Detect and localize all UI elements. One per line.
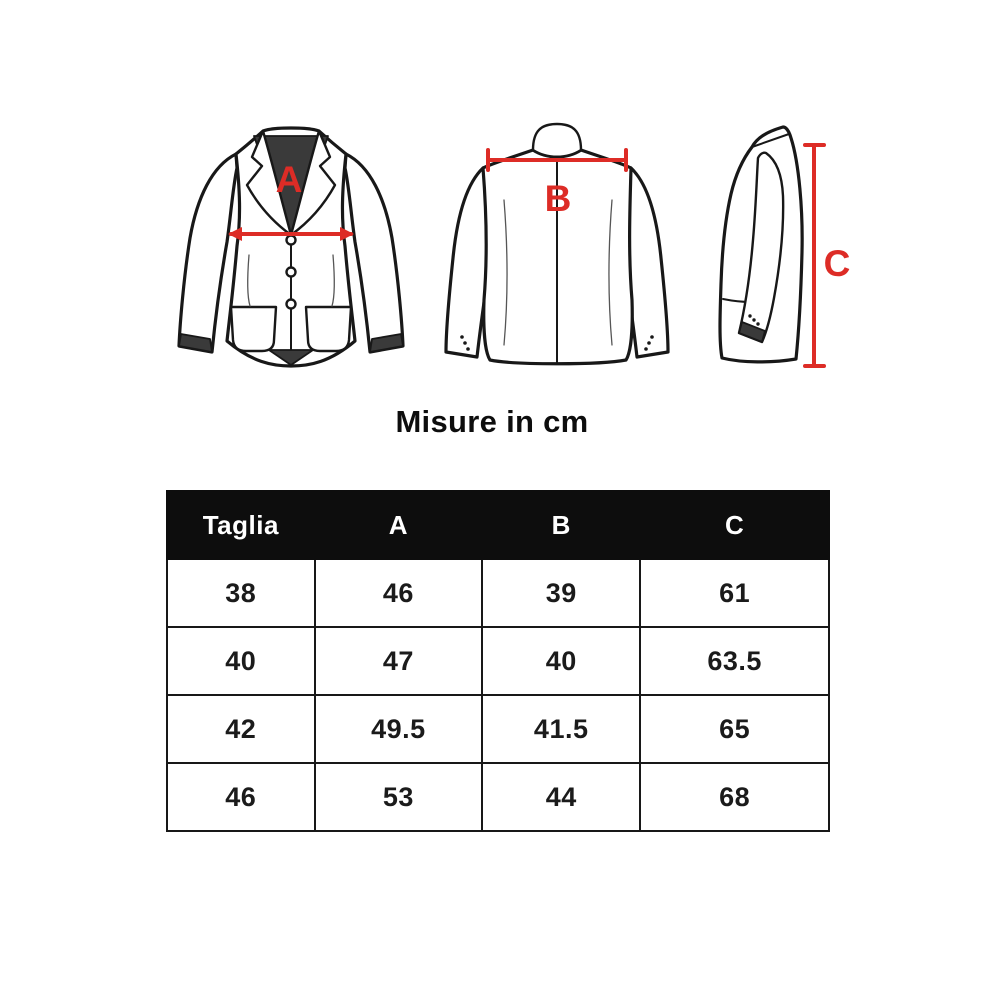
jacket-measurement-diagram xyxy=(0,0,1000,400)
cell-a: 47 xyxy=(315,627,482,695)
header-cell-a: A xyxy=(315,491,482,559)
front-button-1 xyxy=(287,236,296,245)
jacket-back-illustration xyxy=(446,124,668,364)
measurement-c-arrow xyxy=(805,145,824,366)
size-table-header-row xyxy=(167,491,829,559)
back-right-cuff-button xyxy=(650,335,654,339)
measurement-c-label: C xyxy=(823,243,851,284)
cell-size: 38 xyxy=(167,559,315,627)
cell-c: 68 xyxy=(640,763,829,831)
back-right-cuff-button xyxy=(644,347,648,351)
size-table-row xyxy=(167,763,829,831)
cell-b: 40 xyxy=(482,627,640,695)
header-cell-taglia: Taglia xyxy=(167,491,315,559)
cell-b: 41.5 xyxy=(482,695,640,763)
size-table-row xyxy=(167,559,829,627)
side-cuff-button xyxy=(756,322,759,325)
cell-size: 40 xyxy=(167,627,315,695)
cell-size: 46 xyxy=(167,763,315,831)
measurement-b-label: B xyxy=(544,178,572,219)
cell-size: 42 xyxy=(167,695,315,763)
front-right-pocket xyxy=(306,307,351,351)
header-cell-c: C xyxy=(640,491,829,559)
cell-b: 44 xyxy=(482,763,640,831)
size-table xyxy=(166,490,830,832)
page-title: Misure in cm xyxy=(395,404,589,439)
front-left-pocket xyxy=(231,307,276,351)
back-left-cuff-button xyxy=(460,335,464,339)
cell-a: 46 xyxy=(315,559,482,627)
back-left-cuff-button xyxy=(463,341,467,345)
size-table-row xyxy=(167,695,829,763)
back-left-cuff-button xyxy=(466,347,470,351)
front-button-2 xyxy=(287,268,296,277)
header-cell-b: B xyxy=(482,491,640,559)
size-table-row xyxy=(167,627,829,695)
cell-a: 49.5 xyxy=(315,695,482,763)
jacket-side-illustration xyxy=(720,127,850,366)
measurement-a-label: A xyxy=(275,159,303,200)
cell-b: 39 xyxy=(482,559,640,627)
cell-c: 61 xyxy=(640,559,829,627)
cell-c: 65 xyxy=(640,695,829,763)
jacket-front-illustration xyxy=(179,128,403,366)
back-collar xyxy=(533,124,581,157)
side-cuff-button xyxy=(748,314,751,317)
cell-c: 63.5 xyxy=(640,627,829,695)
cell-a: 53 xyxy=(315,763,482,831)
side-cuff-button xyxy=(752,318,755,321)
back-right-cuff-button xyxy=(647,341,651,345)
front-button-3 xyxy=(287,300,296,309)
